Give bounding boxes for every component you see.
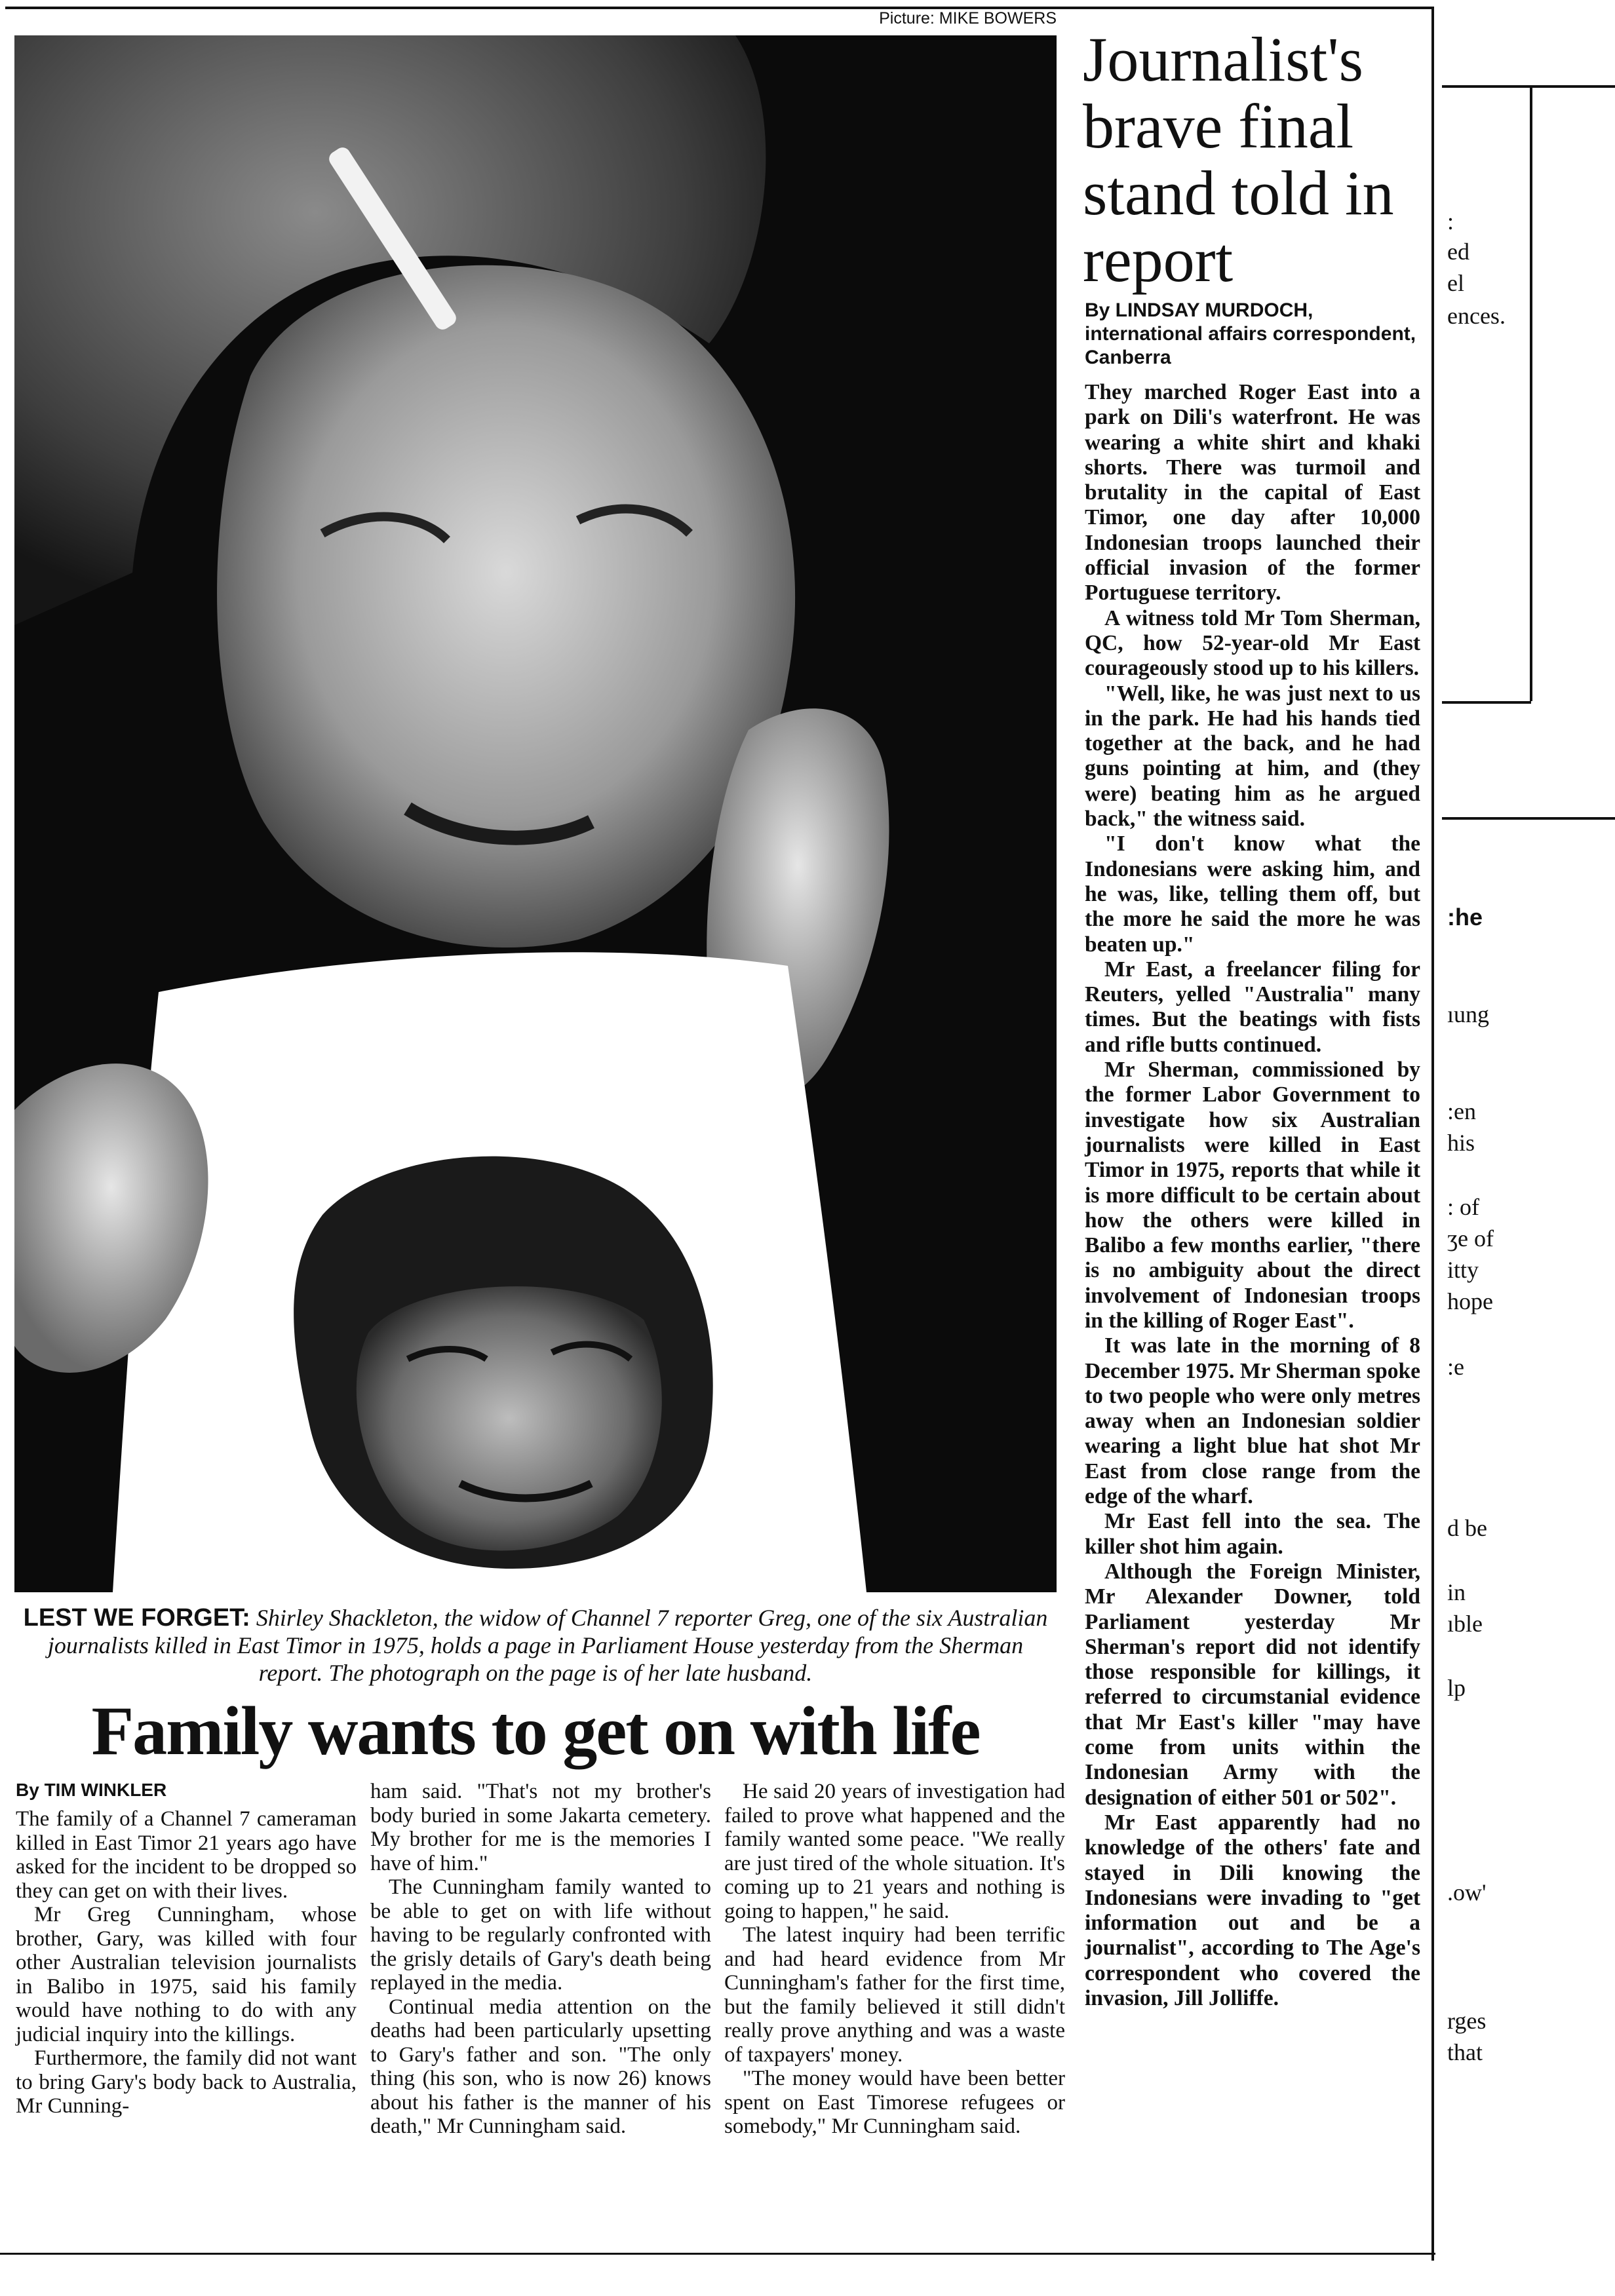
- paragraph: Mr Sherman, commissioned by the former Labor Government to investigate how six Australian journalists were killed in East Timor in 1975, reports that while it is more difficult to be certain about how the others were killed in Balibo a few months earlier, "there is no ambiguity about the direct involvement of Indonesian troops in the killing of Roger East".: [1085, 1058, 1420, 1333]
- adjacent-fragment: :he: [1447, 904, 1483, 930]
- paragraph: Mr Greg Cunningham, whose brother, Gary, was killed with four other Australian television journalists in Balibo in 1975, said his family would have nothing to do with any judicial inquiry into the killings.: [16, 1903, 357, 2046]
- adjacent-fragment: his: [1447, 1130, 1475, 1156]
- adjacent-fragment: d be: [1447, 1515, 1487, 1541]
- photo-caption: [14, 1604, 1057, 1687]
- paragraph: They marched Roger East into a park on Dili's waterfront. He was wearing a white shirt and khaki shorts. There was turmoil and brutality in the capital of East Timor, one day after 10,000 Indonesian troops launched their official invasion of the former Portuguese territory.: [1085, 380, 1420, 605]
- adjacent-fragment: ıung: [1447, 1001, 1490, 1027]
- adjacent-section-rule: [1442, 817, 1615, 820]
- paragraph: Mr East apparently had no knowledge of the others' fate and stayed in Dili knowing the Indonesians were invading to "get information out and be a journalist", according to The Age's correspondent who covered the invasion, Jill Jolliffe.: [1085, 1810, 1420, 2010]
- second-byline: By TIM WINKLER: [16, 1780, 167, 1800]
- paragraph: It was late in the morning of 8 December 1975. Mr Sherman spoke to two people who were only metres away when an Indonesian soldier wearing a light blue hat shot Mr East from close range from the edge of the wharf.: [1085, 1333, 1420, 1509]
- adjacent-fragment: el: [1447, 270, 1464, 296]
- adjacent-fragment: rges: [1447, 2008, 1487, 2034]
- paragraph: The latest inquiry had been terrific and had heard evidence from Mr Cunningham's father for the first time, but the family believed it still didn't really prove anything and was a waste of taxpayers' money.: [724, 1923, 1065, 2067]
- adjacent-box-rule: [1442, 85, 1615, 88]
- paragraph: The Cunningham family wanted to be able to get on with life without having to be regularly confronted with the grisly details of Gary's death being replayed in the media.: [370, 1875, 711, 1995]
- adjacent-fragment: ed: [1447, 239, 1469, 265]
- adjacent-fragment: :en: [1447, 1098, 1476, 1124]
- adjacent-fragment: .ow': [1447, 1879, 1487, 1905]
- adjacent-fragment: ıble: [1447, 1611, 1483, 1637]
- main-story-body: [1085, 380, 1420, 2011]
- photo-credit: Picture: MIKE BOWERS: [879, 9, 1057, 28]
- paragraph: Mr East, a freelancer filing for Reuters, yelled "Australia" many times. But the beatings with fists and rifle butts continued.: [1085, 957, 1420, 1057]
- paragraph: He said 20 years of investigation had failed to prove what happened and the family wanted some peace. "We really are just tired of the whole situation. It's coming up to 21 years and nothing is going to happen," he said.: [724, 1780, 1065, 1923]
- bottom-rule: [0, 2253, 1435, 2255]
- second-story-col-1: [16, 1807, 357, 2118]
- news-photo: [14, 35, 1057, 1592]
- paragraph: A witness told Mr Tom Sherman, QC, how 52-year-old Mr East courageously stood up to his killers.: [1085, 605, 1420, 681]
- adjacent-fragment: :e: [1447, 1354, 1464, 1380]
- adjacent-fragment: hope: [1447, 1288, 1493, 1314]
- adjacent-fragment: that: [1447, 2039, 1483, 2065]
- second-story-col-2: [370, 1780, 711, 2139]
- caption-text: Shirley Shackleton, the widow of Channel 7 reporter Greg, one of the six Australian journalists killed in East Timor in 1975, holds a page in Parliament House yesterday from the Sherman report. The photograph on the page is of her late husband.: [47, 1605, 1048, 1686]
- paragraph: Furthermore, the family did not want to bring Gary's body back to Australia, Mr Cunning-: [16, 2046, 357, 2118]
- main-byline: By LINDSAY MURDOCH, international affairs correspondent, Canberra: [1085, 299, 1416, 368]
- adjacent-fragment: : of: [1447, 1194, 1479, 1220]
- second-headline: Family wants to get on with life: [91, 1693, 980, 1769]
- paragraph: "I don't know what the Indonesians were asking him, and he was, like, telling them off, but the more he said the more he was beaten up.": [1085, 832, 1420, 957]
- paragraph: The family of a Channel 7 cameraman killed in East Timor 21 years ago have asked for the incident to be dropped so they can get on with their lives.: [16, 1807, 357, 1903]
- photo-illustration: [14, 35, 1057, 1592]
- adjacent-fragment: itty: [1447, 1257, 1479, 1283]
- adjacent-fragment: in: [1447, 1579, 1466, 1605]
- main-headline: Journalist's brave final stand told in report: [1083, 24, 1394, 295]
- adjacent-fragment: ʒe of: [1447, 1225, 1494, 1252]
- caption-lead: LEST WE FORGET:: [23, 1604, 250, 1632]
- paragraph: "The money would have been better spent on East Timorese refugees or somebody," Mr Cunningham said.: [724, 2067, 1065, 2138]
- paragraph: "Well, like, he was just next to us in the park. He had his hands tied together at the back, and he had guns pointing at him, and (they were) beating him as he argued back," the witness said.: [1085, 681, 1420, 832]
- second-story-col-3: [724, 1780, 1065, 2139]
- paragraph: Although the Foreign Minister, Mr Alexander Downer, told Parliament yesterday Mr Sherman's report did not identify those responsible for killings, it referred to circumstanial evidence that Mr East's killer "may have come from units within the Indonesian Army with the designation of either 501 or 502".: [1085, 1559, 1420, 1810]
- paragraph: Continual media attention on the deaths had been particularly upsetting to Gary's father and son. "The only thing (his son, who is now 26) knows about his father is the manner of his death," Mr Cunningham said.: [370, 1995, 711, 2138]
- adjacent-box-rule: [1442, 701, 1531, 704]
- paragraph: Mr East fell into the sea. The killer shot him again.: [1085, 1509, 1420, 1559]
- column-divider-rule: [1431, 7, 1434, 2261]
- adjacent-fragment: ences.: [1447, 303, 1506, 329]
- paragraph: ham said. "That's not my brother's body buried in some Jakarta cemetery. My brother for me is the memories I have of him.": [370, 1780, 711, 1875]
- top-rule: [5, 7, 1434, 9]
- adjacent-box-rule: [1530, 85, 1532, 701]
- adjacent-fragment: lp: [1447, 1675, 1466, 1701]
- adjacent-fragment: :: [1447, 208, 1454, 235]
